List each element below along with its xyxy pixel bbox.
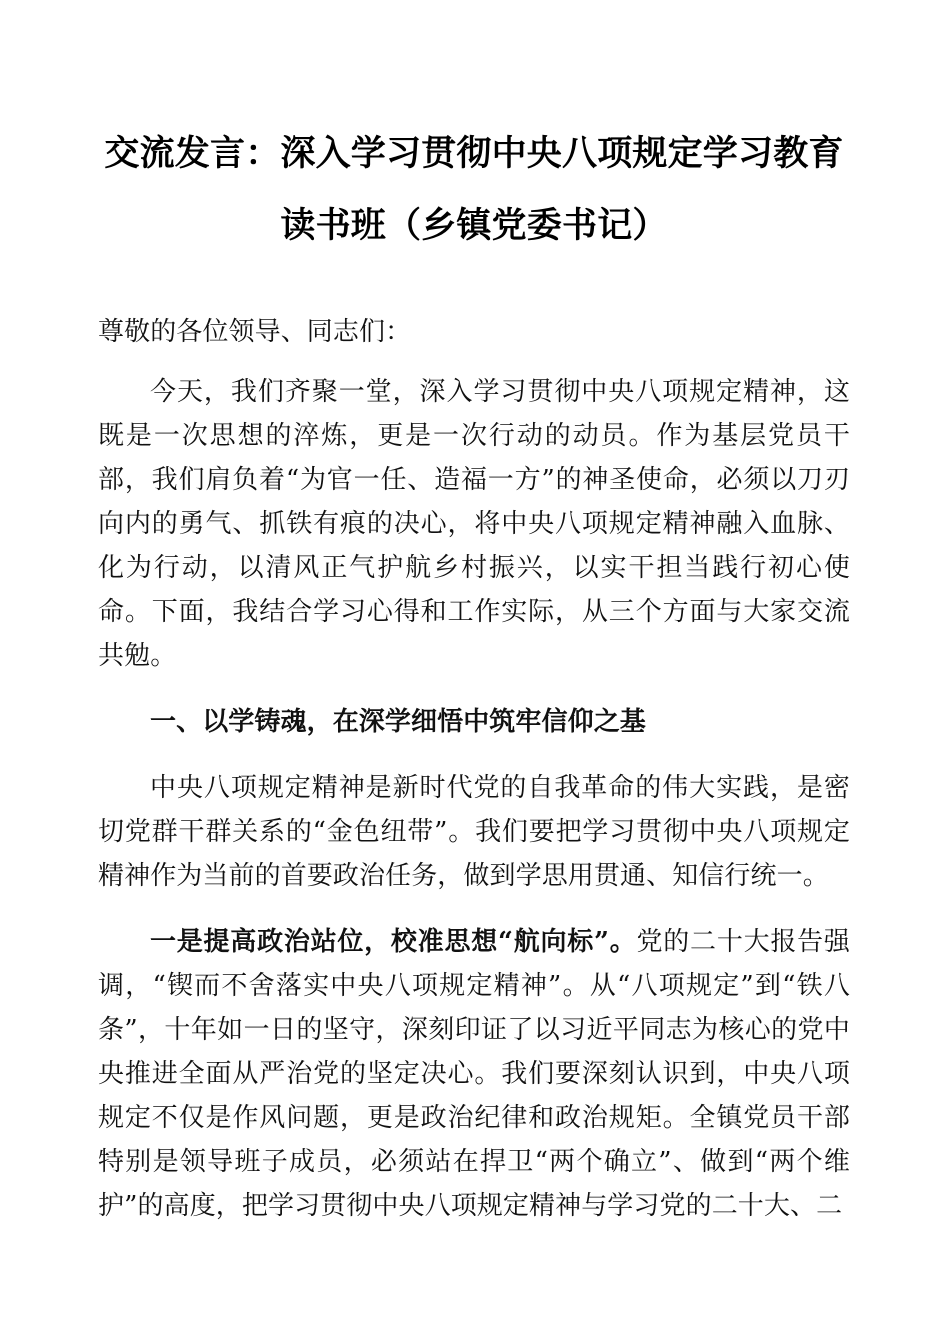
- document-body: [98, 310, 850, 1228]
- spacer: [98, 678, 850, 700]
- point-one-body: 党的二十大报告强调，“锲而不舍落实中央八项规定精神”。从“八项规定”到“铁八条”，十年如一日的坚守，深刻印证了以习近平同志为核心的党中央推进全面从严治党的坚定决心。我们要深刻认识到，中央八项规定不仅是作风问题，更是政治纪律和政治规矩。全镇党员干部特别是领导班子成员，必须站在捍卫“两个确立”、做到“两个维护”的高度，把学习贯彻中央八项规定精神与学习党的二十大、二: [98, 927, 850, 1221]
- title-line-2: 读书班（乡镇党委书记）: [280, 206, 668, 246]
- section-heading-one: 一、以学铸魂，在深学细悟中筑牢信仰之基: [150, 707, 646, 737]
- spacer: [98, 354, 850, 370]
- document-content: [98, 0, 850, 1228]
- spacer: [98, 744, 850, 766]
- paragraph-intro: 今天，我们齐聚一堂，深入学习贯彻中央八项规定精神，这既是一次思想的淬炼，更是一次行动的动员。作为基层党员干部，我们肩负着“为官一任、造福一方”的神圣使命，必须以刀刃向内的勇气、抓铁有痕的决心，将中央八项规定精神融入血脉、化为行动，以清风正气护航乡村振兴，以实干担当践行初心使命。下面，我结合学习心得和工作实际，从三个方面与大家交流共勉。: [98, 377, 850, 671]
- spacer: [98, 898, 850, 920]
- title-line-1: 交流发言：深入学习贯彻中央八项规定学习教育: [104, 134, 844, 174]
- page-title: [98, 0, 850, 262]
- salutation: 尊敬的各位领导、同志们：: [98, 317, 412, 347]
- paragraph-section-one-1: 中央八项规定精神是新时代党的自我革命的伟大实践，是密切党群干群关系的“金色纽带”。我们要把学习贯彻中央八项规定精神作为当前的首要政治任务，做到学思用贯通、知信行统一。: [98, 773, 850, 891]
- paragraph-point-one: [98, 920, 850, 1228]
- point-one-lead: 一是提高政治站位，校准思想“航向标”。: [150, 927, 637, 957]
